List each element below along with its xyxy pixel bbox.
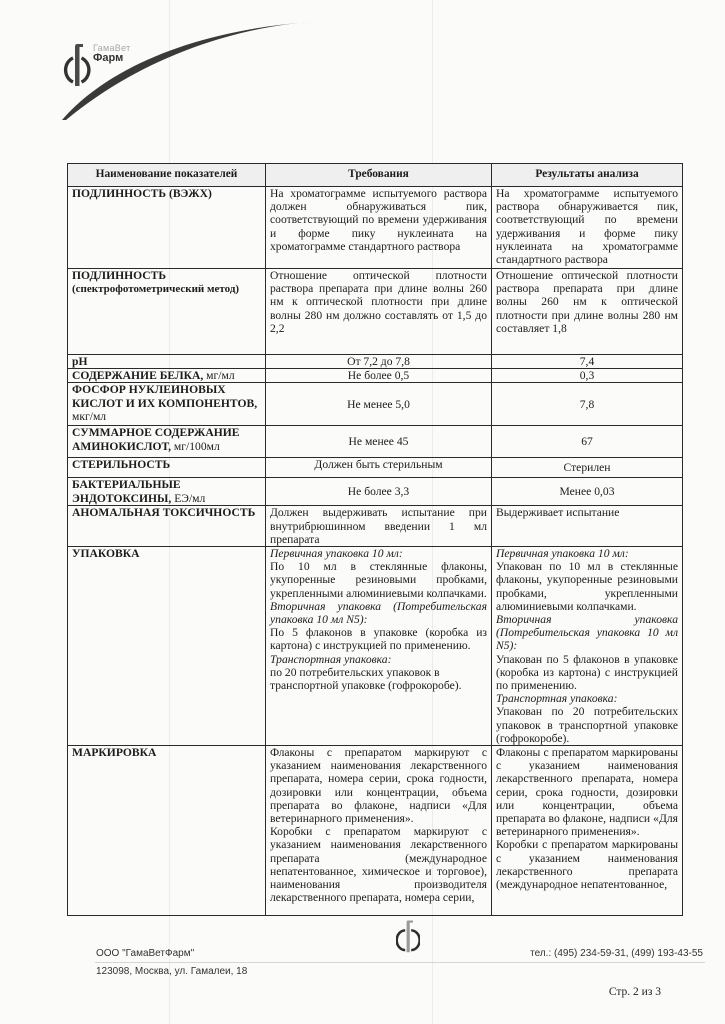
row-name: СТЕРИЛЬНОСТЬ [68, 458, 266, 478]
row-name: pH [68, 355, 266, 369]
footer-phone: тел.: (495) 234-59-31, (499) 193-43-55 [530, 948, 703, 959]
specification-table [67, 163, 683, 916]
header-requirements: Требования [266, 164, 492, 187]
row-requirement: Должен быть стерильным [266, 458, 492, 478]
packaging-transport-text: по 20 потребительских упаковок в транспортной упаковке (гофрокоробе). [270, 665, 462, 693]
row-name-method: (спектрофотометрический метод) [72, 283, 240, 296]
row-requirement [266, 547, 492, 746]
row-name: СУММАРНОЕ СОДЕРЖАНИЕ АМИНОКИСЛОТ, мг/100мл [68, 426, 266, 458]
row-requirement: Не более 3,3 [266, 478, 492, 506]
marking-vials-text: Флаконы с препаратом маркируют с указанием наименования лекарственного препарата, номера серии, срока годности, дозировки или концентрации, объема препарата во флаконе, надписи «Для ветеринарного применения». [270, 746, 487, 826]
row-name [68, 269, 266, 355]
row-result [492, 746, 683, 916]
table-row [68, 269, 683, 355]
packaging-primary-label: Первичная упаковка 10 мл: [496, 547, 629, 561]
row-name: СОДЕРЖАНИЕ БЕЛКА, мг/мл [68, 369, 266, 383]
row-requirement: Не менее 45 [266, 426, 492, 458]
row-result: 7,8 [492, 383, 683, 426]
row-requirement: От 7,2 до 7,8 [266, 355, 492, 369]
table-row [68, 547, 683, 746]
packaging-primary-text: По 10 мл в стеклянные флаконы, укупоренные резиновыми пробками, укрепленными алюминиевыми колпачками. [270, 560, 487, 600]
row-requirement: Должен выдерживать испытание при внутрибрюшинном введении 1 мл препарата [266, 506, 492, 547]
packaging-secondary-label: Вторичная упаковка (Потребительская упаковка 10 мл N5): [270, 599, 487, 627]
table-row [68, 383, 683, 426]
row-result [492, 547, 683, 746]
row-unit: мкг/мл [72, 409, 107, 423]
row-name: БАКТЕРИАЛЬНЫЕ ЭНДОТОКСИНЫ, ЕЭ/мл [68, 478, 266, 506]
row-unit: ЕЭ/мл [174, 491, 206, 505]
table-row [68, 187, 683, 269]
row-result: Менее 0,03 [492, 478, 683, 506]
row-name: ФОСФОР НУКЛЕИНОВЫХ КИСЛОТ И ИХ КОМПОНЕНТОВ, мкг/мл [68, 383, 266, 426]
table-row [68, 478, 683, 506]
letterhead-logo [0, 0, 400, 120]
footer-address: 123098, Москва, ул. Гамалеи, 18 [96, 966, 248, 977]
row-result: 67 [492, 426, 683, 458]
row-name: ПОДЛИННОСТЬ (ВЭЖХ) [68, 187, 266, 269]
packaging-secondary-text: Упакован по 5 флаконов в упаковке (коробка из картона) с инструкцией по применению. [496, 652, 678, 693]
row-result: Отношение оптической плотности раствора препарата при длине волны 260 нм к оптической плотности при длине волны 280 нм составляет 1,8 [492, 269, 683, 355]
row-name: АНОМАЛЬНАЯ ТОКСИЧНОСТЬ [68, 506, 266, 547]
logo-text-farm: Фарм [93, 52, 124, 64]
row-result: Выдерживает испытание [492, 506, 683, 547]
row-result: 7,4 [492, 355, 683, 369]
row-requirement: На хроматограмме испытуемого раствора должен обнаруживаться пик, соответствующий по времени удерживания и форме пику нуклеината на хроматограмме стандартного раствора [266, 187, 492, 269]
logo-text-gamavet: ГамаВет [93, 43, 131, 53]
row-requirement: Отношение оптической плотности раствора препарата при длине волны 260 нм к оптической плотности при длине волны 280 нм должно составлять от 1,5 до 2,2 [266, 269, 492, 355]
packaging-transport-label: Транспортная упаковка: [496, 692, 618, 706]
marking-boxes-text: Коробки с препаратом маркируют с указанием наименования лекарственного препарата (международное непатентованное, химическое и торговое), наименования производителя лекарственного препарата, номера серии, [270, 825, 487, 905]
row-name: МАРКИРОВКА [68, 746, 266, 916]
header-indicator-name: Наименование показателей [68, 164, 266, 187]
packaging-secondary-text: По 5 флаконов в упаковке (коробка из картона) с инструкцией по применению. [270, 626, 487, 653]
packaging-transport-text: Упакован по 20 потребительских упаковок в транспортной упаковке (гофрокоробе). [496, 705, 678, 745]
packaging-primary-label: Первичная упаковка 10 мл: [270, 547, 403, 561]
footer-company-name: ООО "ГамаВетФарм" [96, 948, 195, 959]
row-result: На хроматограмме испытуемого раствора обнаруживается пик, соответствующий по времени удерживания и форме пику нуклеината на хроматограмме стандартного раствора [492, 187, 683, 269]
marking-vials-text: Флаконы с препаратом маркированы с указанием наименования лекарственного препарата, номера серии, срока годности, дозировки или концентрации, объема препарата во флаконе, надписи «Для ветеринарного применения». [496, 746, 678, 839]
marking-boxes-text: Коробки с препаратом маркированы с указанием наименования лекарственного препарата (международное непатентованное, [496, 838, 678, 892]
table-row [68, 355, 683, 369]
phi-logo-icon [396, 918, 420, 954]
row-result: 0,3 [492, 369, 683, 383]
row-requirement: Не менее 5,0 [266, 383, 492, 426]
row-unit: мг/100мл [173, 439, 220, 453]
packaging-primary-text: Упакован по 10 мл в стеклянные флаконы, укупоренные резиновыми пробками, укрепленными алюминиевыми колпачками. [496, 560, 678, 613]
table-row [68, 458, 683, 478]
row-requirement: Не более 0,5 [266, 369, 492, 383]
phi-logo-icon [60, 40, 94, 88]
packaging-transport-label: Транспортная упаковка: [270, 652, 392, 666]
table-header-row [68, 164, 683, 187]
row-name-main: ПОДЛИННОСТЬ [72, 269, 167, 282]
row-requirement [266, 746, 492, 916]
footer-divider [95, 962, 705, 963]
table-row [68, 369, 683, 383]
page-number: Стр. 2 из 3 [608, 986, 661, 998]
header-results: Результаты анализа [492, 164, 683, 187]
table-row [68, 746, 683, 916]
packaging-secondary-label: Вторичная упаковка (Потребительская упаковка 10 мл N5): [496, 613, 678, 653]
row-name: УПАКОВКА [68, 547, 266, 746]
table-row [68, 506, 683, 547]
table-row [68, 426, 683, 458]
row-unit: мг/мл [206, 369, 235, 383]
row-result: Стерилен [492, 458, 683, 478]
